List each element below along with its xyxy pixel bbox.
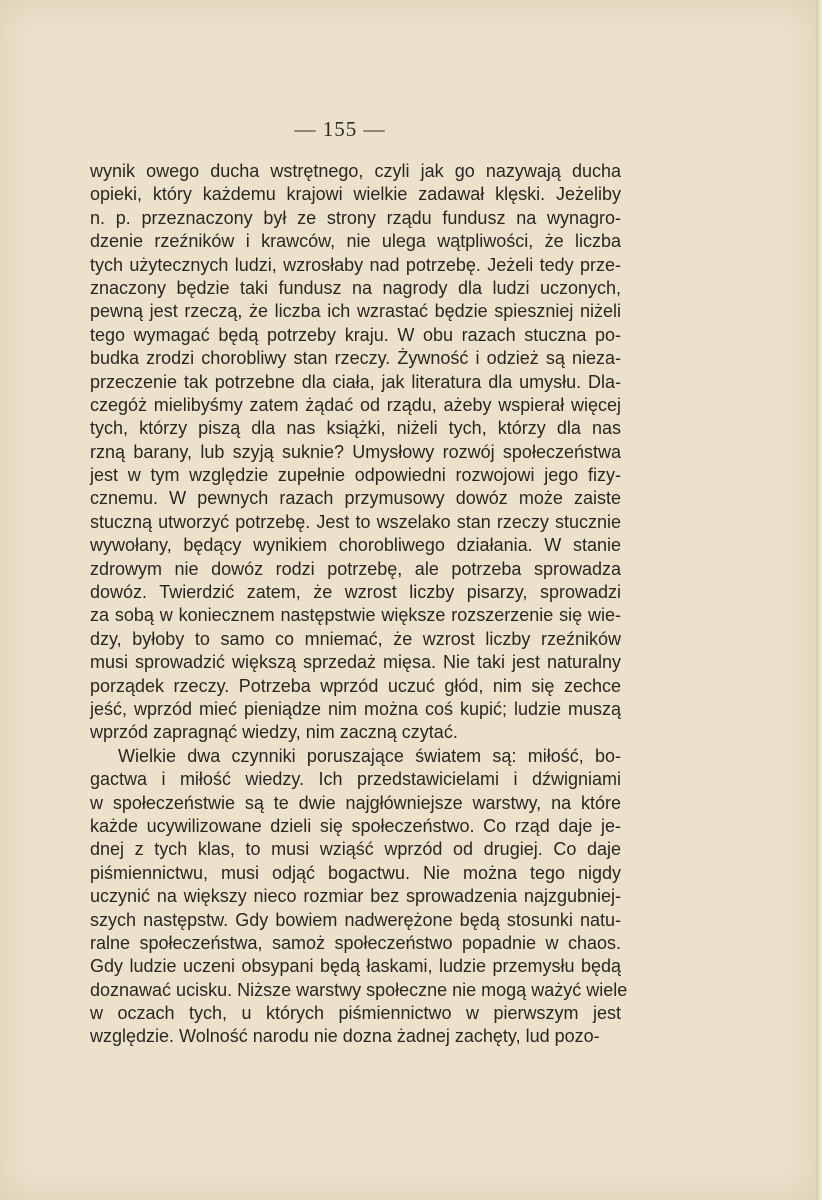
text-line: w oczach tych, u których piśmiennictwo w pierwszym jest [90,1003,621,1024]
text-line: porządek rzeczy. Potrzeba wprzód uczuć głód, nim się zechce [90,675,621,696]
text-line: dowóz. Twierdzić zatem, że wzrost liczby pisarzy, sprowadzi [90,582,621,603]
page-edge [816,0,822,1200]
text-line: w społeczeństwie są te dwie najgłówniejsze warstwy, na które [90,792,621,813]
text-line: n. p. przeznaczony był ze strony rządu fundusz na wynagro- [90,207,621,228]
text-line: względzie. Wolność narodu nie dozna żadnej zachęty, lud pozo- [90,1026,600,1047]
paragraph [90,745,628,1049]
text-line: opieki, który każdemu krajowi wielkie zadawał klęski. Jeżeliby [90,184,621,205]
text-line: wywołany, będący wynikiem chorobliwego działania. W stanie [90,535,621,556]
text-line: tego wymagać będą potrzeby kraju. W obu razach stuczna po- [90,324,621,345]
text-line: znaczony będzie taki fundusz na nagrody dla ludzi uczonych, [90,277,621,298]
text-line: pewną jest rzeczą, że liczba ich wzrastać będzie spieszniej niżeli [90,301,621,322]
text-line: cznemu. W pewnych razach przymusowy dowóz może zaiste [90,488,621,509]
text-line: stuczną utworzyć potrzebę. Jest to wszelako stan rzeczy stucznie [90,511,621,532]
text-line: Gdy ludzie uczeni obsypani będą łaskami, ludzie przemysłu będą [90,956,621,977]
text-line: za sobą w koniecznem następstwie większe rozszerzenie się wie- [90,605,621,626]
text-line: tych, którzy piszą dla nas książki, niżeli tych, którzy dla nas [90,418,621,439]
text-line: musi sprowadzić większą sprzedaż mięsa. Nie taki jest naturalny [90,652,621,673]
text-line: wprzód zapragnąć wiedzy, nim zaczną czytać. [90,722,458,743]
text-line: Wielkie dwa czynniki poruszające światem są: miłość, bo- [118,745,621,766]
text-line: gactwa i miłość wiedzy. Ich przedstawicielami i dźwigniami [90,769,621,790]
paragraph [90,160,621,745]
text-line: tych użytecznych ludzi, wzrosłaby nad potrzebę. Jeżeli tedy prze- [90,254,621,275]
text-line: dzy, byłoby to samo co mniemać, że wzrost liczby rzeźników [90,628,621,649]
text-line: budka zrodzi chorobliwy stan rzeczy. Żywność i odzież są nieza- [90,348,621,369]
text-line: uczynić na większy nieco rozmiar bez sprowadzenia najzgubniej- [90,886,621,907]
text-line: dnej z tych klas, to musi wziąść wprzód od drugiej. Co daje [90,839,621,860]
text-line: przeczenie tak potrzebne dla ciała, jak literatura dla umysłu. Dla- [90,371,621,392]
text-line: piśmiennictwu, musi odjąć bogactwu. Nie można tego nigdy [90,862,621,883]
text-line: dzenie rzeźników i krawców, nie ulega wątpliwości, że liczba [90,231,621,252]
text-line: jest w tym względzie zupełnie odpowiedni rozwojowi jego fizy- [90,465,621,486]
text-line: czegóż mielibyśmy zatem żądać od rządu, ażeby wspierał więcej [90,394,621,415]
body-text [90,160,628,1049]
text-line: rzną barany, lub szyją suknie? Umysłowy rozwój społeczeństwa [90,441,621,462]
text-line: ralne społeczeństwa, samoż społeczeństwo popadnie w chaos. [90,932,621,953]
text-line: zdrowym nie dowóz rodzi potrzebę, ale potrzeba sprowadza [90,558,621,579]
text-line: doznawać ucisku. Niższe warstwy społeczne nie mogą ważyć wiele [90,979,628,1000]
page-number: — 155 — [294,117,386,141]
text-line: jeść, wprzód mieć pieniądze nim można coś kupić; ludzie muszą [90,698,621,719]
text-line: każde ucywilizowane dzieli się społeczeństwo. Co rząd daje je- [90,815,621,836]
text-line: szych następstw. Gdy bowiem nadwerężone będą stosunki natu- [90,909,621,930]
text-line: wynik owego ducha wstrętnego, czyli jak go nazywają ducha [90,161,621,181]
